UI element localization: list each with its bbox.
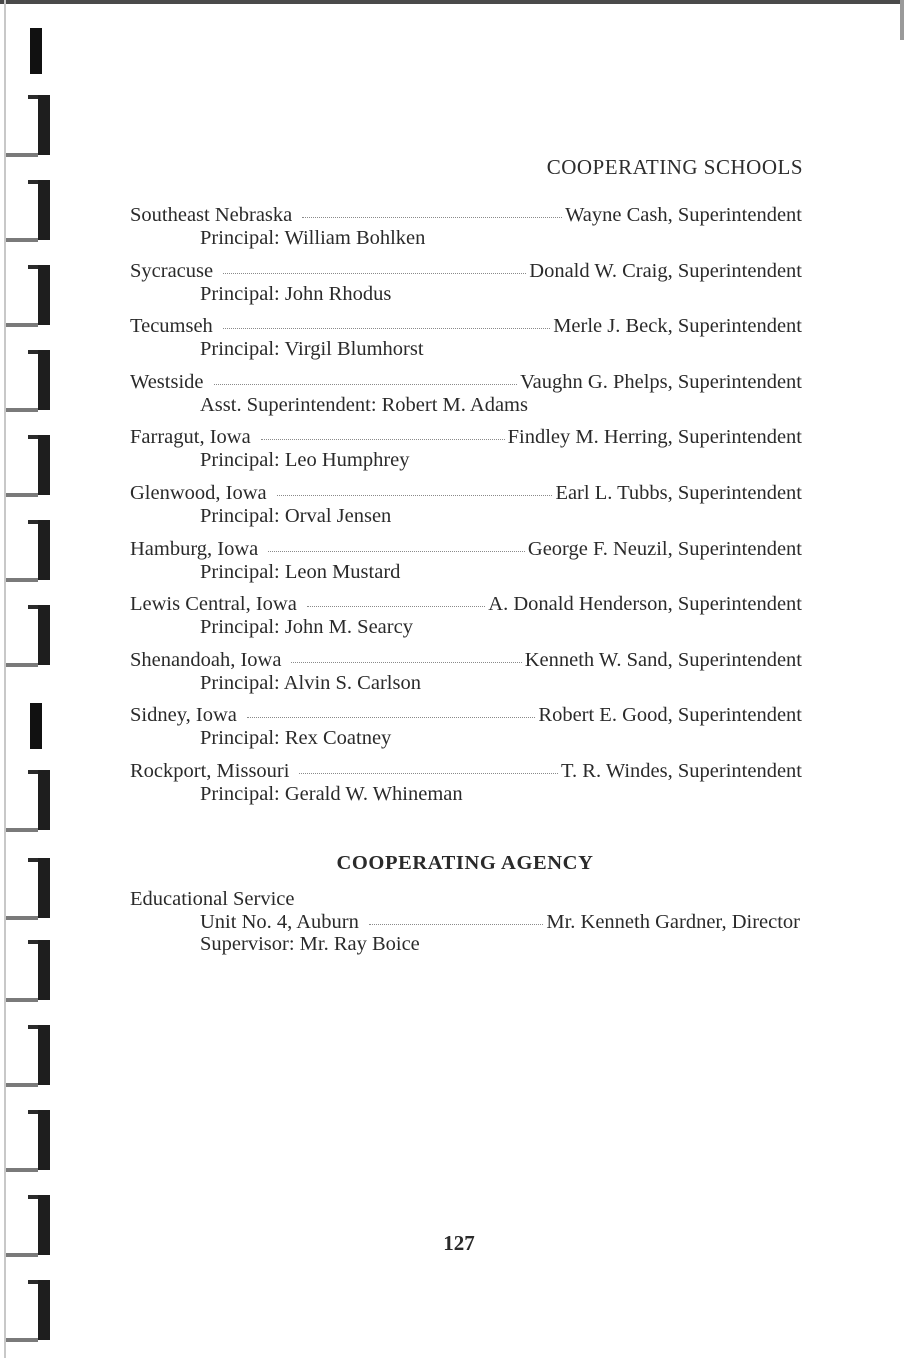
school-principal: Principal: John M. Searcy xyxy=(200,616,413,639)
dot-leader xyxy=(369,924,543,925)
dot-leader xyxy=(223,328,550,329)
binding-tab-icon xyxy=(6,1025,52,1085)
school-official: Vaughn G. Phelps, Superintendent xyxy=(520,370,802,393)
school-principal: Principal: Gerald W. Whineman xyxy=(200,782,463,805)
school-name: Glenwood, Iowa xyxy=(130,481,267,504)
school-official: George F. Neuzil, Superintendent xyxy=(527,537,802,560)
binding-tab-icon xyxy=(6,350,52,410)
agency-unit: Unit No. 4, Auburn xyxy=(200,911,359,933)
dot-leader xyxy=(299,773,558,774)
school-principal: Principal: Leo Humphrey xyxy=(200,449,410,472)
dot-leader xyxy=(291,662,521,663)
section-heading: COOPERATING SCHOOLS xyxy=(546,155,803,179)
school-principal: Principal: John Rhodus xyxy=(200,282,392,305)
dot-leader xyxy=(247,717,536,718)
binding-tab-icon xyxy=(6,520,52,580)
school-official: Wayne Cash, Superintendent xyxy=(565,204,802,226)
school-principal: Principal: Rex Coatney xyxy=(200,727,392,750)
agency-official: Mr. Kenneth Gardner, Director xyxy=(546,911,800,933)
school-entry xyxy=(130,259,802,315)
binding-tab-icon xyxy=(6,180,52,240)
school-name: Hamburg, Iowa xyxy=(130,537,259,560)
school-entry xyxy=(130,592,802,648)
dot-leader xyxy=(214,384,518,385)
school-name: Rockport, Missouri xyxy=(130,759,290,782)
school-official: Earl L. Tubbs, Superintendent xyxy=(555,481,802,504)
school-official: Kenneth W. Sand, Superintendent xyxy=(524,648,802,671)
school-principal: Principal: Orval Jensen xyxy=(200,504,392,527)
right-edge-shadow xyxy=(900,0,904,40)
school-entry xyxy=(130,759,802,815)
school-principal: Asst. Superintendent: Robert M. Adams xyxy=(200,393,528,416)
school-entry xyxy=(130,370,802,426)
school-entry xyxy=(130,203,802,259)
school-name: Westside xyxy=(130,370,204,393)
binding-tab-icon xyxy=(6,940,52,1000)
school-name: Farragut, Iowa xyxy=(130,426,251,449)
school-official: T. R. Windes, Superintendent xyxy=(561,759,802,782)
spiral-binding-icon xyxy=(0,0,60,1358)
school-name: Lewis Central, Iowa xyxy=(130,593,297,616)
school-official: Findley M. Herring, Superintendent xyxy=(507,426,802,449)
school-name: Sidney, Iowa xyxy=(130,704,237,727)
school-list xyxy=(130,203,802,815)
binding-block-icon xyxy=(30,703,42,749)
school-entry xyxy=(130,314,802,370)
dot-leader xyxy=(302,217,562,218)
school-principal: Principal: Virgil Blumhorst xyxy=(200,338,424,361)
school-name: Southeast Nebraska xyxy=(130,204,293,226)
school-official: Merle J. Beck, Superintendent xyxy=(553,315,802,338)
agency-entry xyxy=(130,887,800,955)
dot-leader xyxy=(268,551,525,552)
school-official: A. Donald Henderson, Superintendent xyxy=(488,593,802,616)
dot-leader xyxy=(223,273,526,274)
school-official: Robert E. Good, Superintendent xyxy=(538,704,802,727)
school-entry xyxy=(130,648,802,704)
school-entry xyxy=(130,481,802,537)
school-principal: Principal: Leon Mustard xyxy=(200,560,401,583)
school-principal: Principal: William Bohlken xyxy=(200,227,426,249)
binding-tab-icon xyxy=(6,770,52,830)
binding-tab-icon xyxy=(6,435,52,495)
dot-leader xyxy=(261,439,505,440)
dot-leader xyxy=(277,495,553,496)
binding-tab-icon xyxy=(6,265,52,325)
binding-tab-icon xyxy=(6,1280,52,1340)
school-entry xyxy=(130,425,802,481)
binding-tab-icon xyxy=(6,605,52,665)
school-entry xyxy=(130,537,802,593)
school-name: Tecumseh xyxy=(130,315,213,338)
school-name: Sycracuse xyxy=(130,259,214,282)
agency-heading: COOPERATING AGENCY xyxy=(336,852,594,874)
binding-block-icon xyxy=(30,28,42,74)
binding-tab-icon xyxy=(6,95,52,155)
binding-tab-icon xyxy=(6,1110,52,1170)
agency-name: Educational Service xyxy=(130,888,295,910)
page-number: 127 xyxy=(443,1231,475,1255)
school-entry xyxy=(130,703,802,759)
school-official: Donald W. Craig, Superintendent xyxy=(529,259,802,282)
school-name: Shenandoah, Iowa xyxy=(130,648,282,671)
school-principal: Principal: Alvin S. Carlson xyxy=(200,671,421,694)
top-edge-rule xyxy=(0,0,900,4)
agency-supervisor: Supervisor: Mr. Ray Boice xyxy=(200,933,420,955)
dot-leader xyxy=(307,606,486,607)
